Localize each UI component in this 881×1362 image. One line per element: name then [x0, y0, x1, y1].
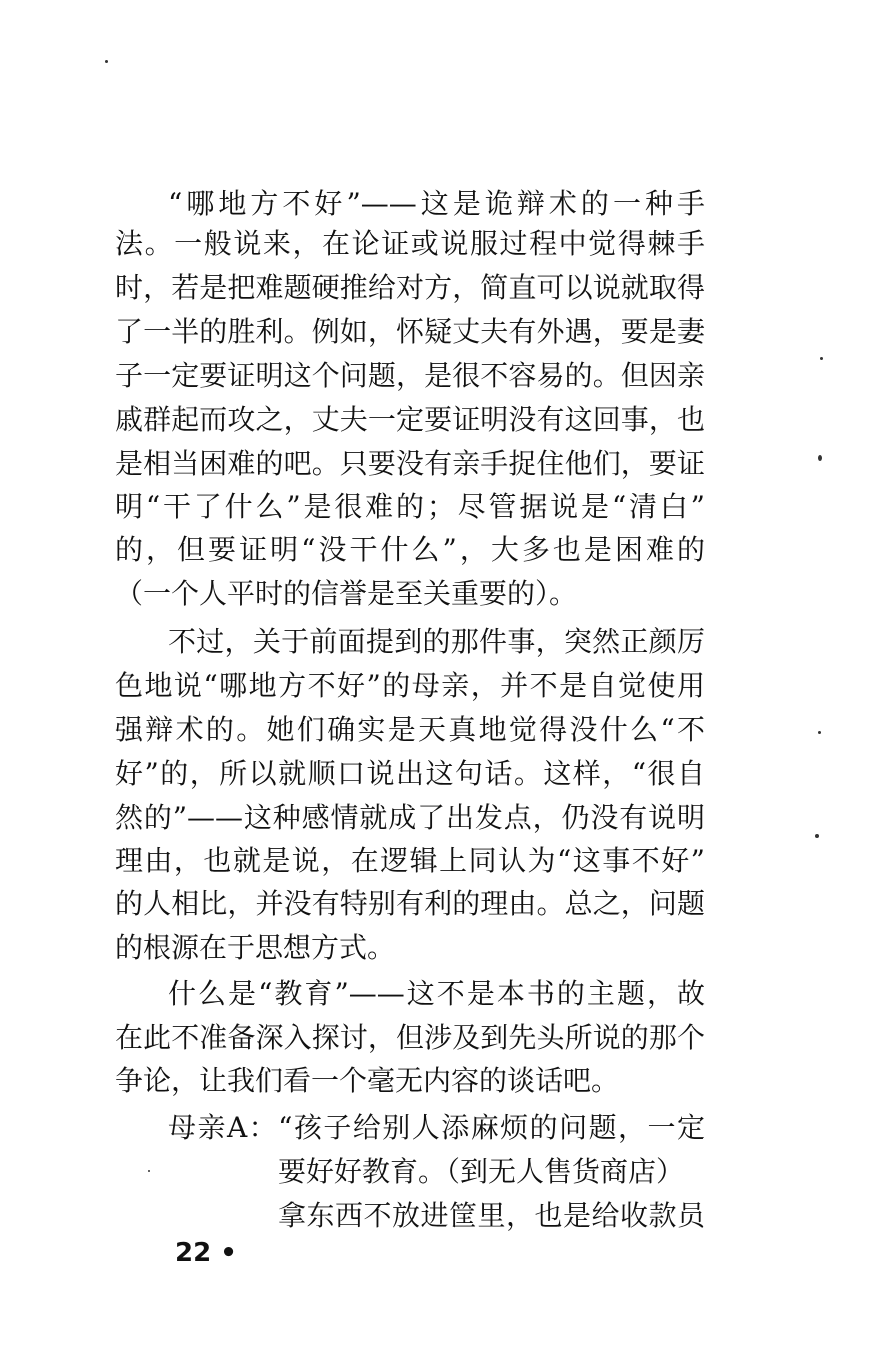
- dialogue-line: 要好好教育。（到无人售货商店）: [278, 1155, 685, 1188]
- scan-speck: [105, 60, 108, 63]
- text-line: 什么是“教育”——这不是本书的主题，故: [168, 977, 705, 1010]
- text-line: 色地说“哪地方不好”的母亲，并不是自觉使用: [115, 669, 705, 702]
- text-line: “哪地方不好”——这是诡辩术的一种手: [168, 187, 705, 220]
- text-line: 在此不准备深入探讨，但涉及到先头所说的那个: [115, 1021, 705, 1054]
- text-line: 是相当困难的吧。只要没有亲手捉住他们，要证: [115, 447, 705, 480]
- text-line: 然的”——这种感情就成了出发点，仍没有说明: [115, 801, 705, 834]
- text-line: 的人相比，并没有特别有利的理由。总之，问题: [115, 887, 705, 920]
- text-line: 时，若是把难题硬推给对方，简直可以说就取得: [115, 271, 705, 304]
- text-line: 争论，让我们看一个毫无内容的谈话吧。: [115, 1064, 620, 1097]
- dialogue-line: 拿东西不放进筐里，也是给收款员: [278, 1199, 705, 1232]
- page-number: 22 •: [175, 1238, 237, 1268]
- text-line: 的，但要证明“没干什么”，大多也是困难的: [115, 533, 705, 566]
- text-line: 的根源在于思想方式。: [115, 931, 396, 964]
- text-line: 强辩术的。她们确实是天真地觉得没什么“不: [115, 713, 705, 746]
- text-line: 好”的，所以就顺口说出这句话。这样，“很自: [115, 757, 705, 790]
- text-line: （一个人平时的信誉是至关重要的）。: [115, 577, 578, 610]
- text-line: 戚群起而攻之，丈夫一定要证明没有这回事，也: [115, 403, 705, 436]
- scan-speck: [818, 455, 822, 461]
- text-line: 明“干了什么”是很难的；尽管据说是“清白”: [115, 490, 705, 523]
- scan-speck: [820, 357, 823, 360]
- text-line: 理由，也就是说，在逻辑上同认为“这事不好”: [115, 844, 705, 877]
- dialogue-line: 母亲A：“孩子给别人添麻烦的问题，一定: [168, 1111, 705, 1144]
- text-line: 不过，关于前面提到的那件事，突然正颜厉: [168, 625, 705, 658]
- scan-speck: [818, 731, 821, 734]
- text-line: 子一定要证明这个问题，是很不容易的。但因亲: [115, 359, 705, 392]
- scan-speck: [148, 1170, 150, 1172]
- text-line: 了一半的胜利。例如，怀疑丈夫有外遇，要是妻: [115, 315, 705, 348]
- scan-speck: [815, 834, 819, 838]
- text-line: 法。一般说来，在论证或说服过程中觉得棘手: [115, 227, 705, 260]
